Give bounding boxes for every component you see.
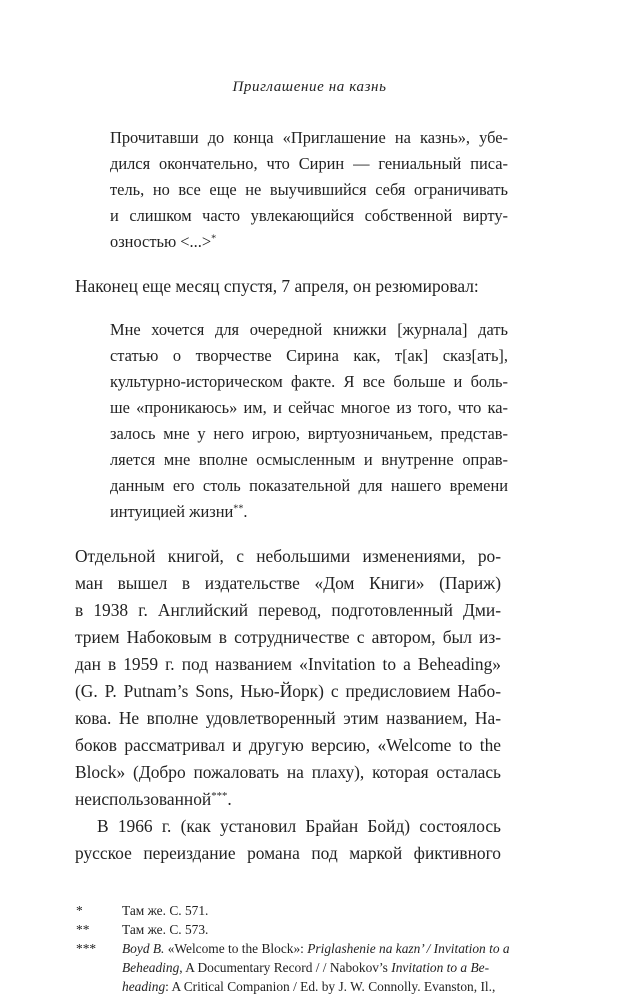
- footnote-text: Boyd B. «Welcome to the Block»: Priglashenie na kazn’ / Invitation to a: [122, 941, 510, 956]
- paragraph-line: ман вышел в издательстве «Дом Книги» (Париж): [75, 573, 501, 593]
- footnote-ref: *: [211, 233, 217, 245]
- footnote-text: Там же. С. 573.: [122, 922, 209, 937]
- running-header: Приглашение на казнь: [232, 79, 387, 95]
- quote-2-line: ше «проникаюсь» им, и сейчас многое из того, что ка-: [110, 398, 508, 417]
- quote-1-line: и слишком часто увлекающийся собственной вирту-: [110, 206, 508, 225]
- paragraph-line: Отдельной книгой, с небольшими изменениями, ро-: [75, 546, 501, 566]
- quote-1-line: дился окончательно, что Сирин — гениальный писа-: [110, 154, 508, 173]
- quote-1-line: озностью <...>*: [110, 232, 217, 251]
- quote-2-line: Мне хочется для очередной книжки [журнала] дать: [110, 320, 508, 339]
- quote-2-line: интуицией жизни**.: [110, 502, 248, 521]
- paragraph-line: боков рассматривал и другую версию, «Welcome to the: [75, 735, 501, 755]
- quote-2-line: данным его столь показательной для нашего времени: [110, 476, 508, 495]
- paragraph-line: кова. Не вполне удовлетворенный этим названием, На-: [75, 708, 501, 728]
- footnote-mark: **: [76, 922, 90, 937]
- paragraph-line: Block» (Добро пожаловать на плаху), которая осталась: [75, 762, 501, 782]
- paragraph-line: в 1938 г. Английский перевод, подготовленный Дми-: [75, 600, 501, 620]
- footnote-ref: ***: [211, 790, 228, 803]
- paragraph-line: неиспользованной***.: [75, 789, 232, 809]
- quote-1-line: тель, но все еще не выучившийся себя ограничивать: [110, 180, 508, 199]
- paragraph-line: (G. P. Putnam’s Sons, Нью-Йорк) с предисловием Набо-: [75, 681, 501, 701]
- paragraph-line: русское переиздание романа под маркой фиктивного: [75, 843, 501, 863]
- quote-1-line: Прочитавши до конца «Приглашение на казнь», убе-: [110, 128, 508, 147]
- footnote-mark: *: [76, 903, 83, 918]
- paragraph-line: дан в 1959 г. под названием «Invitation to a Beheading»: [75, 654, 501, 674]
- quote-2-line: статью о творчестве Сирина как, т[ак] сказ[ать],: [110, 346, 508, 365]
- footnote-mark: ***: [76, 941, 97, 956]
- body-paragraph-1: Наконец еще месяц спустя, 7 апреля, он резюмировал:: [75, 276, 479, 296]
- quote-2-line: залось мне у него игрою, виртуозничаньем, представ-: [110, 424, 508, 443]
- footnote-ref: **: [233, 503, 244, 515]
- footnote-text: heading: A Critical Companion / Ed. by J. W. Connolly. Evanston, Il.,: [122, 979, 496, 994]
- quote-2-line: культурно-историческом факте. Я все больше и боль-: [110, 372, 508, 391]
- paragraph-line: В 1966 г. (как установил Брайан Бойд) состоялось: [97, 816, 501, 836]
- paragraph-line: трием Набоковым в сотрудничестве с автором, был из-: [75, 627, 501, 647]
- quote-2-line: ляется мне вполне осмысленным и внутренне оправ-: [110, 450, 508, 469]
- footnote-text: Там же. С. 571.: [122, 903, 209, 918]
- footnote-text: Beheading, A Documentary Record / / Nabokov’s Invitation to a Be-: [122, 960, 490, 975]
